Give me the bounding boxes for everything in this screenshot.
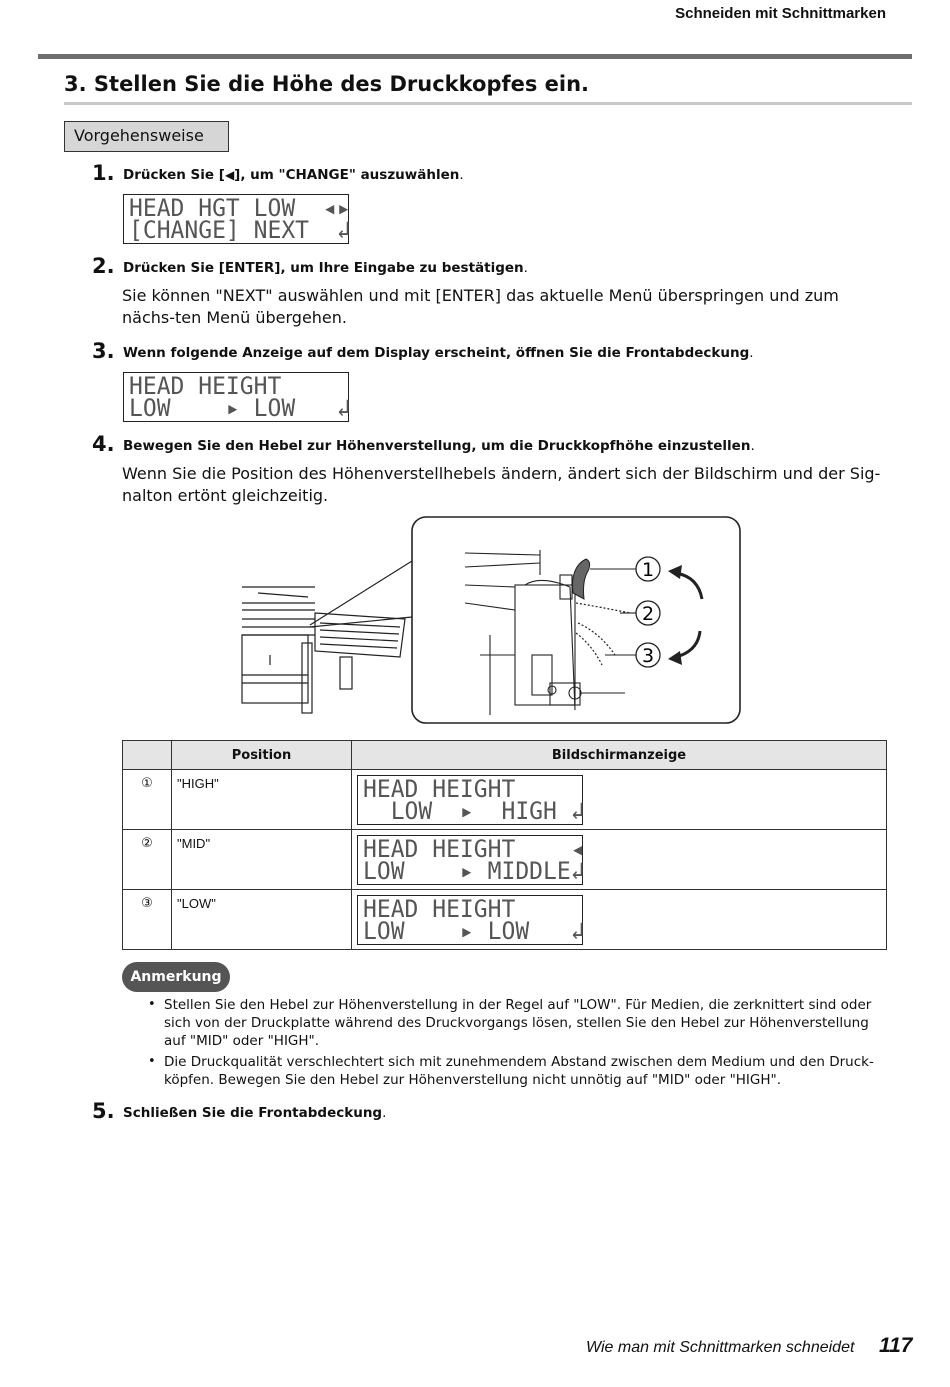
section-title: 3. Stellen Sie die Höhe des Druckkopfes ein. [64,72,590,96]
lcd-line-1: HEAD HGT LOW ◂▸ [129,194,351,223]
lcd-line-2: [CHANGE] NEXT ↲ [129,216,351,245]
callout-3 [636,643,660,667]
table-row [123,770,887,830]
lcd-line-2: LOW ▸ LOW ↲ [129,394,351,423]
table-row [123,890,887,950]
lcd-line-1: HEAD HEIGHT [363,775,516,804]
row-number: ② [123,830,172,890]
lcd-display-step-1 [123,194,349,244]
running-header: Schneiden mit Schnittmarken [675,5,886,22]
callout-2 [636,601,660,625]
table-header-position: Position [172,741,352,770]
bullet-icon: • [148,997,156,1012]
svg-text:3: 3 [641,645,655,667]
step-5-number: 5. [92,1099,115,1123]
step-4-body: Wenn Sie die Position des Höhenverstellhebels ändern, ändert sich der Bildschirm und der Sig-nalton ertönt gleichzeitig. [122,464,881,505]
step-2-body: Sie können "NEXT" auswählen und mit [ENTER] das aktuelle Menü überspringen und zum nächs-ten Menü übergehen. [122,286,839,327]
step-5-heading: Schließen Sie die Frontabdeckung. [123,1105,387,1121]
head-height-lever-figure [240,515,745,725]
lcd-display-mid [357,835,583,885]
lcd-line-1: HEAD HEIGHT [129,372,282,401]
header-rule [38,54,912,59]
row-number: ③ [123,890,172,950]
lcd-line-2: LOW ▸ HIGH ↲ [363,797,585,826]
lcd-line-1: HEAD HEIGHT [363,895,516,924]
note-item-1: Stellen Sie den Hebel zur Höhenverstellung in der Regel auf "LOW". Für Medien, die zerknittert sind oder sich von der Druckplatte während des Druckvorgangs lösen, stellen Sie den Hebel zur Höhenverstellung auf "MID" oder "HIGH". [164,997,872,1049]
step-4-heading: Bewegen Sie den Hebel zur Höhenverstellung, um die Druckkopfhöhe einzustellen. [123,438,755,454]
note-item-2: Die Druckqualität verschlechtert sich mit zunehmendem Abstand zwischen dem Medium und den Druck-köpfen. Bewegen Sie den Hebel zur Höhenverstellung nicht unnötig auf "MID" oder "HIGH". [164,1054,874,1088]
step-3-number: 3. [92,339,115,363]
lcd-line-1: HEAD HEIGHT ◂ [363,835,585,864]
footer-title: Wie man mit Schnittmarken schneidet [586,1339,855,1356]
table-header-blank [123,741,172,770]
table-header-display: Bildschirmanzeige [352,741,887,770]
lcd-line-2: LOW ▸ LOW ↲ [363,917,585,946]
row-position: "HIGH" [172,770,352,830]
step-2-number: 2. [92,254,115,278]
lcd-display-step-3 [123,372,349,422]
svg-text:1: 1 [641,559,655,581]
lcd-line-2: LOW ▸ MIDDLE↲ [363,857,585,886]
step-1-heading: Drücken Sie [◀], um "CHANGE" auszuwählen. [123,167,464,183]
step-2-heading: Drücken Sie [ENTER], um Ihre Eingabe zu bestätigen. [123,260,528,276]
bullet-icon: • [148,1054,156,1069]
row-position: "MID" [172,830,352,890]
title-rule [64,102,912,105]
row-position: "LOW" [172,890,352,950]
row-number: ① [123,770,172,830]
svg-text:2: 2 [641,603,655,625]
lcd-display-low [357,895,583,945]
left-arrow-icon: ◀ [224,168,235,182]
lcd-display-high [357,775,583,825]
table-row [123,830,887,890]
page-number: 117 [879,1334,913,1357]
step-1-number: 1. [92,161,115,185]
step-3-heading: Wenn folgende Anzeige auf dem Display erscheint, öffnen Sie die Frontabdeckung. [123,345,754,361]
callout-1 [636,557,660,581]
position-table [122,740,887,950]
step-4-number: 4. [92,432,115,456]
procedure-label: Vorgehensweise [64,121,229,152]
note-badge: Anmerkung [122,962,230,992]
